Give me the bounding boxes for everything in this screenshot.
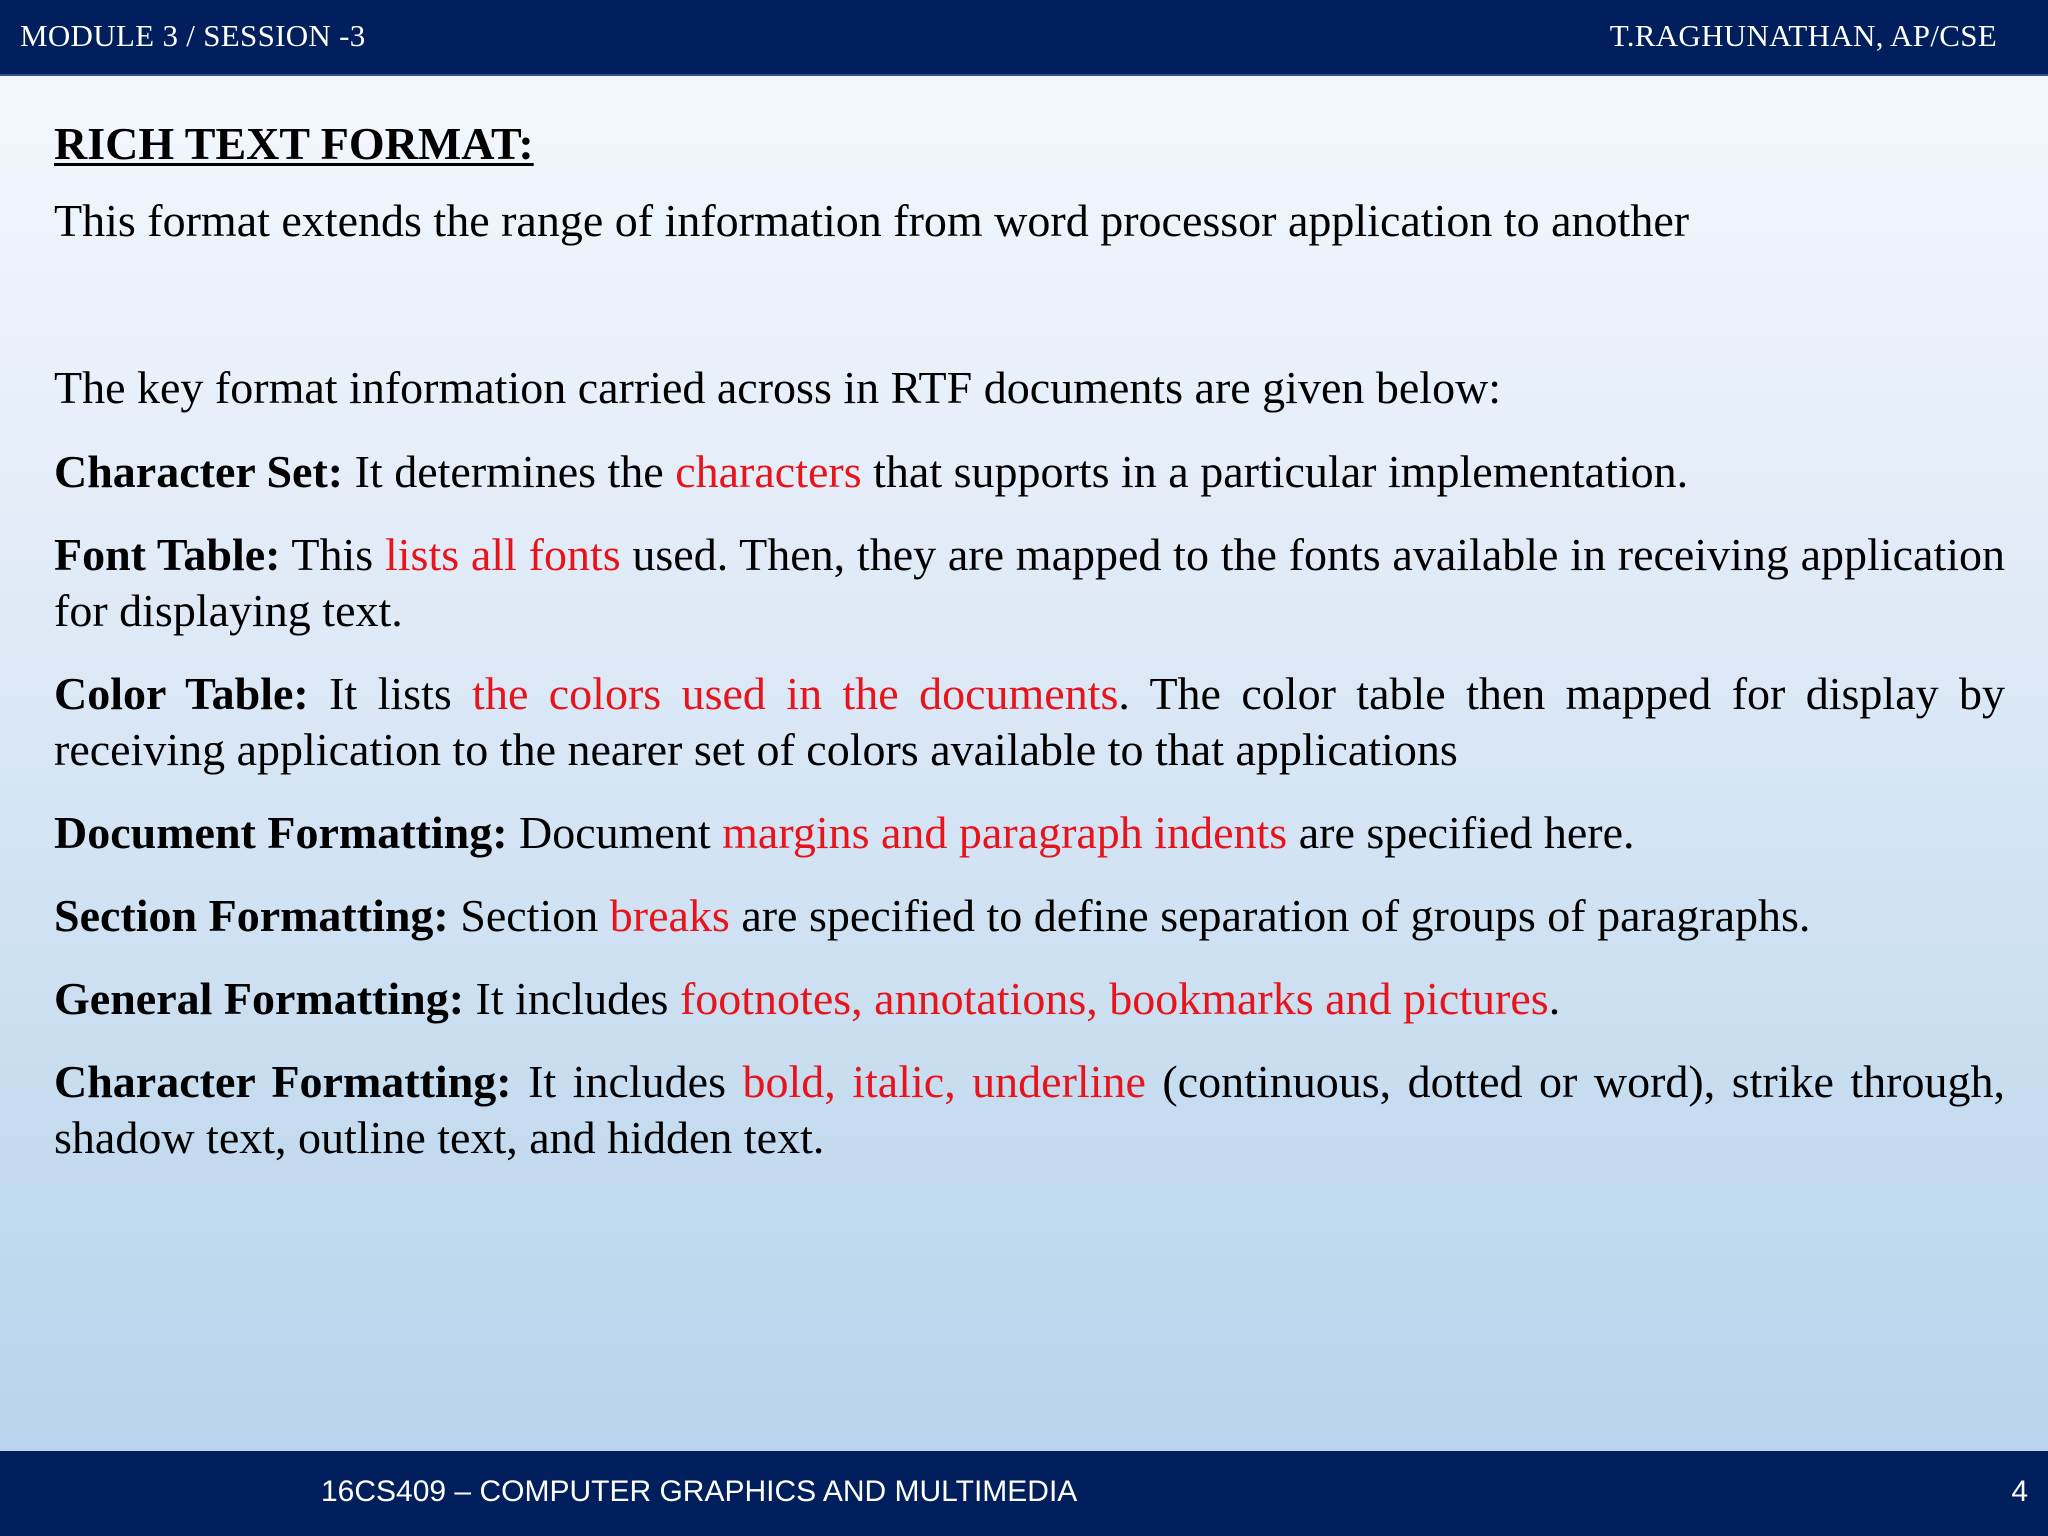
item-text: are specified to define separation of groups of paragraphs. <box>729 890 1811 941</box>
item-term: Character Set: <box>54 446 344 497</box>
item-text: Section <box>448 890 610 941</box>
item-section-formatting <box>54 888 2005 944</box>
slide-title: RICH TEXT FORMAT: <box>54 118 534 169</box>
item-term: Color Table: <box>54 668 309 719</box>
slide-footer <box>0 1451 2048 1536</box>
item-color-table <box>54 666 2005 778</box>
item-text: that supports in a particular implementation. <box>861 446 1689 497</box>
course-title: 16CS409 – COMPUTER GRAPHICS AND MULTIMEDIA <box>321 1475 1078 1508</box>
item-highlight: margins and paragraph indents <box>722 807 1288 858</box>
slide-body <box>54 112 2005 1166</box>
lead-paragraph: The key format information carried across in RTF documents are given below: <box>54 362 1502 413</box>
item-font-table <box>54 527 2005 639</box>
item-document-formatting <box>54 805 2005 861</box>
item-term: Section Formatting: <box>54 890 449 941</box>
item-character-set <box>54 444 2005 500</box>
item-term: General Formatting: <box>54 973 465 1024</box>
item-text: It includes <box>511 1056 743 1107</box>
author-label: T.RAGHUNATHAN, AP/CSE <box>1609 18 1997 53</box>
item-text: . The color table then mapped for display by receiving application to the nearer set of colors available to that applications <box>54 668 2006 775</box>
item-term: Document Formatting: <box>54 807 508 858</box>
item-term: Font Table: <box>54 529 281 580</box>
item-highlight: footnotes, annotations, bookmarks and pictures <box>679 973 1549 1024</box>
item-text: It determines the <box>343 446 676 497</box>
item-text: This <box>280 529 385 580</box>
intro-paragraph: This format extends the range of information from word processor application to another <box>54 195 1690 246</box>
item-text: It includes <box>464 973 680 1024</box>
item-highlight: bold, italic, underline <box>742 1056 1146 1107</box>
item-highlight: characters <box>675 446 862 497</box>
item-text: . <box>1548 973 1561 1024</box>
slide-header <box>0 0 2048 76</box>
item-text: Document <box>507 807 723 858</box>
item-general-formatting <box>54 971 2005 1027</box>
item-highlight: lists all fonts <box>384 529 621 580</box>
item-text: are specified here. <box>1287 807 1635 858</box>
item-text: (continuous, dotted or word), strike through, shadow text, outline text, and hidden text. <box>54 1056 2005 1163</box>
page-number: 4 <box>2011 1475 2028 1508</box>
item-text: used. Then, they are mapped to the fonts available in receiving application for displaying text. <box>54 529 2006 636</box>
item-highlight: the colors used in the documents <box>472 668 1119 719</box>
module-session-label: MODULE 3 / SESSION -3 <box>20 18 366 53</box>
item-character-formatting <box>54 1054 2005 1166</box>
item-term: Character Formatting: <box>54 1056 512 1107</box>
item-highlight: breaks <box>609 890 730 941</box>
item-text: It lists <box>308 668 473 719</box>
